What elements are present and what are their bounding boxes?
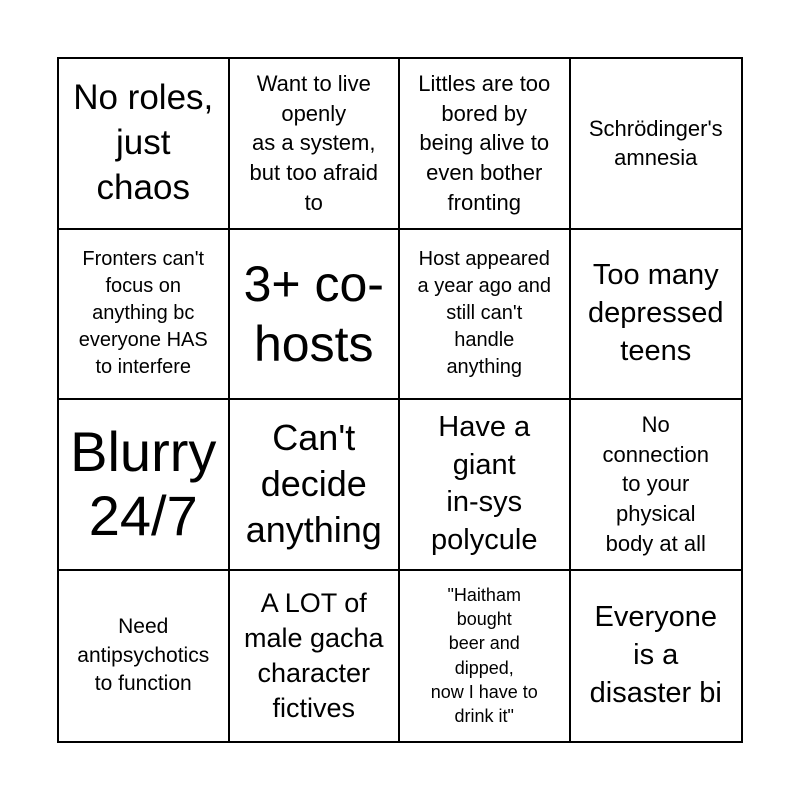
bingo-cell-text: No connection to your physical body at all (602, 412, 709, 556)
bingo-cell[interactable] (230, 230, 401, 401)
bingo-cell[interactable] (571, 400, 742, 571)
bingo-cell[interactable] (230, 571, 401, 742)
bingo-cell-text: Everyone is a disaster bi (589, 601, 722, 709)
bingo-cell[interactable] (400, 230, 571, 401)
bingo-cell-text: Fronters can't focus on anything bc everyone HAS to interfere (78, 248, 208, 379)
bingo-cell-text: 3+ co- hosts (243, 255, 384, 372)
bingo-cell-text: Too many depressed teens (588, 259, 724, 367)
bingo-cell[interactable] (230, 400, 401, 571)
bingo-cell[interactable] (230, 59, 401, 230)
bingo-cell[interactable] (571, 59, 742, 230)
bingo-board (57, 57, 743, 743)
bingo-cell-text: "Haitham bought beer and dipped, now I have to drink it" (430, 584, 538, 727)
bingo-cell[interactable] (59, 59, 230, 230)
bingo-cell-text: Schrödinger's amnesia (588, 115, 723, 171)
bingo-cell-text: A LOT of male gacha character fictives (243, 587, 384, 723)
bingo-cell[interactable] (400, 400, 571, 571)
bingo-cell-text: No roles, just chaos (73, 78, 214, 207)
bingo-cell-text: Host appeared a year ago and still can't handle anything (417, 248, 551, 379)
bingo-cell-text: Can't decide anything (245, 417, 382, 551)
bingo-cell[interactable] (571, 571, 742, 742)
bingo-cell-text: Want to live openly as a system, but too afraid to (249, 71, 378, 215)
bingo-cell[interactable] (59, 400, 230, 571)
bingo-cell-text: Blurry 24/7 (70, 419, 217, 548)
bingo-cell[interactable] (571, 230, 742, 401)
bingo-cell-text: Need antipsychotics to function (77, 615, 210, 695)
bingo-cell[interactable] (59, 230, 230, 401)
bingo-cell-text: Have a giant in-sys polycule (431, 410, 538, 556)
bingo-cell-text: Littles are too bored by being alive to even bother fronting (418, 71, 551, 215)
bingo-cell[interactable] (400, 59, 571, 230)
bingo-cell[interactable] (400, 571, 571, 742)
bingo-cell[interactable] (59, 571, 230, 742)
